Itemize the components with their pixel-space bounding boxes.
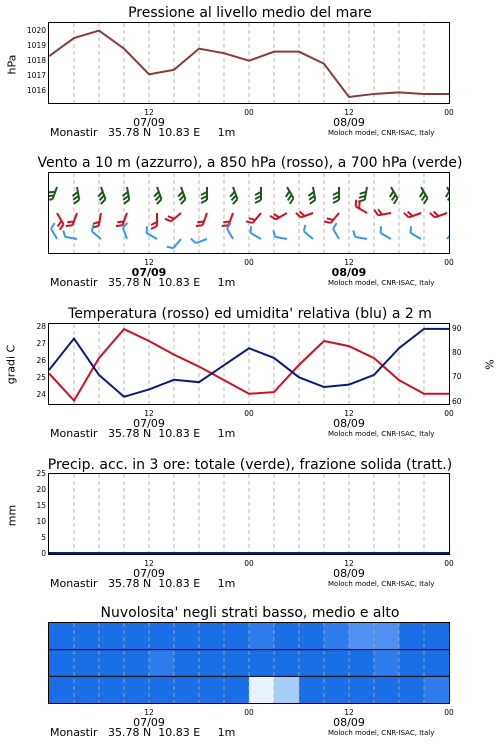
cloud-cell <box>299 623 325 650</box>
wind-barb-850 <box>430 207 447 218</box>
wind-barb-700 <box>282 187 295 204</box>
station-info: Monastir 35.78 N 10.83 E 1m <box>50 726 236 739</box>
cloud-cell <box>224 676 250 703</box>
cloud-cell <box>199 676 225 703</box>
station-info: Monastir 35.78 N 10.83 E 1m <box>50 126 236 139</box>
cloud-cell <box>399 650 425 677</box>
model-label: Moloch model, CNR-ISAC, Italy <box>328 580 435 588</box>
wind-barb-10m <box>302 225 317 239</box>
temp-ylabel: gradi C <box>4 344 18 385</box>
wind-barb-850 <box>52 213 65 230</box>
cloud-cell <box>99 676 125 703</box>
x-date-label: 08/09 <box>333 116 365 129</box>
cloud-cell <box>274 623 300 650</box>
cloud-cell <box>424 623 449 650</box>
y-tick-label: 70 <box>452 372 462 382</box>
station-info: Monastir 35.78 N 10.83 E 1m <box>50 427 236 440</box>
precip-plot <box>48 473 450 555</box>
cloud-cell <box>249 623 275 650</box>
x-tick-label: 12 <box>344 708 354 717</box>
cloud-cell <box>424 676 449 703</box>
cloud-cell <box>324 650 350 677</box>
model-label: Moloch model, CNR-ISAC, Italy <box>328 129 435 137</box>
wind-barb-700 <box>416 187 429 204</box>
x-tick-label: 00 <box>444 559 454 568</box>
cloud-cell <box>349 676 375 703</box>
y-tick-label: 1017 <box>26 70 46 80</box>
y-tick-label: 24 <box>36 390 46 400</box>
wind-barb-850 <box>151 213 157 229</box>
x-tick-label: 00 <box>444 108 454 117</box>
cloud-cell <box>349 623 375 650</box>
x-tick-label: 12 <box>144 108 154 117</box>
wind-barb-700 <box>227 187 238 204</box>
wind-barb-700 <box>358 186 367 203</box>
cloud-cell <box>174 676 200 703</box>
cloud-cell <box>324 623 350 650</box>
pressure-ylabel: hPa <box>5 54 19 75</box>
precip-chart <box>49 474 449 554</box>
wind-barb-850 <box>165 208 181 223</box>
y-tick-label: 26 <box>36 356 46 366</box>
wind-barb-700 <box>151 187 162 204</box>
station-info: Monastir 35.78 N 10.83 E 1m <box>50 276 236 289</box>
wind-barb-700 <box>121 187 130 204</box>
wind-barb-10m <box>248 226 264 239</box>
y-tick-label: 1019 <box>26 40 46 50</box>
cloud-cell <box>374 650 400 677</box>
cloud-cell <box>74 623 100 650</box>
x-tick-label: 12 <box>144 409 154 418</box>
cloud-cell <box>224 650 250 677</box>
pressure-title: Pressione al livello medio del mare <box>128 5 372 21</box>
x-tick-label: 00 <box>444 258 454 267</box>
x-date-label: 08/09 <box>333 567 365 580</box>
cloud-cell <box>399 623 425 650</box>
cloud-plot <box>48 622 450 704</box>
temp-chart <box>49 324 449 404</box>
cloud-cell <box>149 676 175 703</box>
wind-barb-850 <box>374 207 391 216</box>
y-tick-label: 5 <box>41 533 46 542</box>
x-tick-label: 12 <box>144 708 154 717</box>
cloud-cell <box>49 623 75 650</box>
wind-barb-700 <box>49 185 57 202</box>
pressure-plot <box>48 22 450 104</box>
wind-barb-700 <box>333 187 339 203</box>
cloud-cell <box>399 676 425 703</box>
model-label: Moloch model, CNR-ISAC, Italy <box>328 430 435 438</box>
cloud-cell <box>149 623 175 650</box>
x-date-label: 07/09 <box>133 716 165 729</box>
cloud-cell <box>49 650 75 677</box>
wind-barb-700 <box>71 187 80 204</box>
x-tick-label: 00 <box>444 708 454 717</box>
cloud-cell <box>174 623 200 650</box>
cloud-cell <box>349 650 375 677</box>
wind-barb-850 <box>324 209 339 225</box>
temp-title: Temperatura (rosso) ed umidita' relativa (blu) a 2 m <box>68 306 432 322</box>
wind-barb-700 <box>255 187 261 203</box>
wind-barb-10m <box>272 230 288 239</box>
wind-barb-700 <box>442 187 449 204</box>
wind-chart <box>49 173 449 253</box>
y-tick-label: 90 <box>452 323 462 333</box>
x-tick-label: 12 <box>344 409 354 418</box>
x-date-label: 08/09 <box>331 266 367 279</box>
x-date-label: 07/09 <box>133 567 165 580</box>
wind-barb-10m <box>50 223 63 239</box>
cloud-cell <box>274 676 300 703</box>
cloud-cell <box>274 650 300 677</box>
wind-plot <box>48 172 450 254</box>
x-tick-label: 12 <box>144 559 154 568</box>
y-tick-label: 27 <box>36 339 46 349</box>
x-date-label: 07/09 <box>133 417 165 430</box>
cloud-cell <box>124 676 150 703</box>
wind-barb-850 <box>222 211 233 228</box>
cloud-cell <box>249 650 275 677</box>
wind-barb-10m <box>62 230 78 239</box>
y-tick-label: 25 <box>36 373 46 383</box>
model-label: Moloch model, CNR-ISAC, Italy <box>328 279 435 287</box>
cloud-cell <box>374 676 400 703</box>
cloud-cell <box>174 650 200 677</box>
wind-barb-10m <box>447 228 449 243</box>
wind-barb-700 <box>307 187 316 204</box>
y-tick-label: 80 <box>452 348 462 358</box>
cloud-cell <box>124 623 150 650</box>
pressure-chart <box>49 23 449 103</box>
wind-barb-10m <box>352 230 368 239</box>
x-date-label: 08/09 <box>333 417 365 430</box>
y-tick-label: 15 <box>36 501 46 510</box>
y-tick-label: 10 <box>36 517 46 526</box>
station-info: Monastir 35.78 N 10.83 E 1m <box>50 577 236 590</box>
cloud-cell <box>99 650 125 677</box>
x-tick-label: 00 <box>244 559 254 568</box>
x-tick-label: 00 <box>244 409 254 418</box>
wind-barb-850 <box>196 211 207 228</box>
x-tick-label: 00 <box>244 108 254 117</box>
wind-barb-700 <box>201 187 207 203</box>
wind-barb-10m <box>408 226 424 239</box>
cloud-cell <box>149 650 175 677</box>
x-date-label: 07/09 <box>131 266 167 279</box>
y-tick-label: 1016 <box>26 85 46 95</box>
wind-barb-10m <box>378 226 394 239</box>
x-tick-label: 12 <box>344 258 354 267</box>
wind-barb-850 <box>66 211 77 228</box>
x-date-label: 08/09 <box>333 716 365 729</box>
cloud-cell <box>224 623 250 650</box>
model-label: Moloch model, CNR-ISAC, Italy <box>328 729 435 737</box>
cloud-cell <box>374 623 400 650</box>
cloud-cell <box>74 676 100 703</box>
wind-barb-700 <box>95 187 106 204</box>
x-tick-label: 12 <box>344 108 354 117</box>
x-tick-label: 00 <box>444 409 454 418</box>
y-tick-label: 0 <box>41 549 46 558</box>
temp-ylabel-right: % <box>483 359 497 370</box>
y-tick-label: 60 <box>452 396 462 406</box>
y-tick-label: 20 <box>36 485 46 494</box>
wind-barb-850 <box>296 207 313 218</box>
precip-title: Precip. acc. in 3 ore: totale (verde), frazione solida (tratt.) <box>47 457 453 473</box>
cloud-chart <box>49 623 449 703</box>
x-tick-label: 12 <box>144 258 154 267</box>
wind-barb-850 <box>404 207 421 218</box>
y-tick-label: 1018 <box>26 55 46 65</box>
x-tick-label: 00 <box>244 258 254 267</box>
y-tick-label: 1020 <box>26 25 46 35</box>
y-tick-label: 28 <box>36 322 46 332</box>
wind-barb-700 <box>386 187 399 204</box>
x-tick-label: 00 <box>244 708 254 717</box>
wind-barb-10m <box>332 223 345 239</box>
precip-ylabel: mm <box>5 504 19 527</box>
cloud-cell <box>199 623 225 650</box>
cloud-cell <box>49 676 75 703</box>
x-date-label: 07/09 <box>133 116 165 129</box>
cloud-cell <box>199 650 225 677</box>
cloud-cell <box>299 676 325 703</box>
wind-title: Vento a 10 m (azzurro), a 850 hPa (rosso), a 700 hPa (verde) <box>37 155 463 171</box>
cloud-cell <box>124 650 150 677</box>
x-tick-label: 12 <box>344 559 354 568</box>
wind-barb-850 <box>270 208 287 221</box>
cloud-cell <box>74 650 100 677</box>
cloud-cell <box>324 676 350 703</box>
cloud-title: Nuvolosita' negli strati basso, medio e alto <box>100 605 400 621</box>
cloud-cell <box>99 623 125 650</box>
cloud-cell <box>299 650 325 677</box>
wind-barb-700 <box>175 187 186 204</box>
temp-plot <box>48 323 450 405</box>
y-tick-label: 25 <box>36 469 46 478</box>
cloud-cell <box>249 676 275 703</box>
cloud-cell <box>424 650 449 677</box>
wind-barb-850 <box>246 209 261 225</box>
